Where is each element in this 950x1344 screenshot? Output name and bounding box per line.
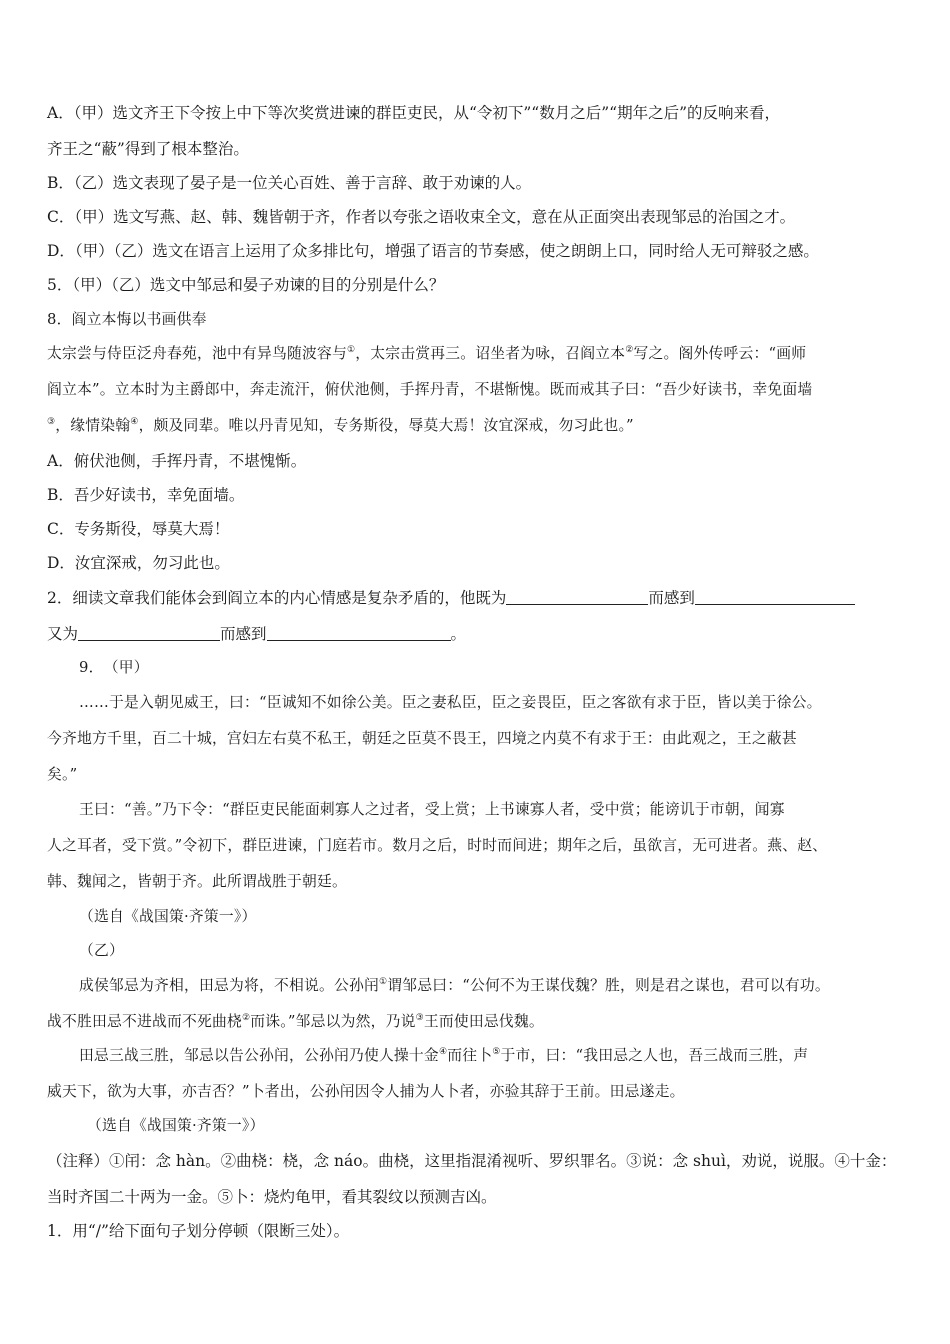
q8-passage-line3: ③，缘情染翰④，颇及同辈。唯以丹青见知，专务斯役，辱莫大焉！汝宜深戒，勿习此也。” <box>47 417 634 434</box>
q8-question-2-line1: 2．细读文章我们能体会到阎立本的内心情感是复杂矛盾的，他既为 而感到 <box>47 588 855 608</box>
note-mark: ② <box>625 345 634 355</box>
q9-yi-line3: 田忌三战三胜，邹忌以告公孙闬，公孙闬乃使人操十金④而往卜⑤于市，曰：“我田忌之人也，吾三战而三胜，声 <box>79 1047 809 1064</box>
q8-option-a: A．俯伏池侧，手挥丹青，不堪愧惭。 <box>47 452 307 470</box>
note-mark: ⑤ <box>492 1047 501 1057</box>
q9-notes-line2: 当时齐国二十两为一金。⑤卜：烧灼龟甲，看其裂纹以预测吉凶。 <box>47 1188 497 1206</box>
note-mark: ① <box>378 977 388 987</box>
q8-passage-line2: 阎立本”。立本时为主爵郎中，奔走流汗，俯伏池侧，手挥丹青，不堪惭愧。既而戒其子曰：“吾少好读书，幸免面墙 <box>47 381 813 398</box>
note-mark: ④ <box>438 1047 448 1057</box>
q9-yi-line2: 战不胜田忌不进战而不死曲桡②而诛。”邹忌以为然，乃说③王而使田忌伐魏。 <box>47 1013 544 1030</box>
answer-blank[interactable] <box>506 589 648 605</box>
question-5: 5．（甲）（乙）选文中邹忌和晏子劝谏的目的分别是什么？ <box>47 276 445 294</box>
note-mark: ① <box>346 345 356 355</box>
answer-blank[interactable] <box>267 625 451 641</box>
q9-jia-line3: 矣。” <box>47 766 78 783</box>
note-mark: ③ <box>415 1013 424 1023</box>
q8-passage-line1: 太宗尝与侍臣泛舟春苑，池中有异鸟随波容与①，太宗击赏再三。诏坐者为咏，召阎立本②写之。阁外传呼云：“画师 <box>47 345 807 362</box>
q9-heading: 9． （甲） <box>79 659 149 676</box>
q9-source-2: （选自《战国策·齐策一》） <box>87 1117 265 1134</box>
option-c: C．（甲）选文写燕、赵、韩、魏皆朝于齐，作者以夸张之语收束全文，意在从正面突出表现邹忌的治国之才。 <box>47 208 796 226</box>
q9-jia-line2: 今齐地方千里，百二十城，宫妇左右莫不私王，朝廷之臣莫不畏王，四境之内莫不有求于王：由此观之，王之蔽甚 <box>47 730 797 747</box>
q9-jia-line1: ……于是入朝见威王，曰：“臣诚知不如徐公美。臣之妻私臣，臣之妾畏臣，臣之客欲有求于臣，皆以美于徐公。 <box>79 694 822 711</box>
q9-jia-line6: 韩、魏闻之，皆朝于齐。此所谓战胜于朝廷。 <box>47 873 347 890</box>
answer-blank[interactable] <box>695 589 855 605</box>
q9-jia-line5: 人之耳者，受下赏。”令初下，群臣进谏，门庭若市。数月之后，时时而间进；期年之后，虽欲言，无可进者。燕、赵、 <box>47 837 828 854</box>
q9-jia-line4: 王曰：“善。”乃下令：“群臣吏民能面刺寡人之过者，受上赏；上书谏寡人者，受中赏；能谤讥于市朝，闻寡 <box>79 801 785 818</box>
q8-option-b: B．吾少好读书，幸免面墙。 <box>47 486 245 504</box>
note-mark: ④ <box>130 417 139 427</box>
note-mark: ② <box>241 1013 251 1023</box>
option-a-line2: 齐王之“蔽”得到了根本整治。 <box>47 140 249 158</box>
option-d: D．（甲）（乙）选文在语言上运用了众多排比句，增强了语言的节奏感，使之朗朗上口，同时给人无可辩驳之感。 <box>47 242 819 260</box>
answer-blank[interactable] <box>78 625 220 641</box>
q9-question-1: 1．用“/”给下面句子划分停顿（限断三处）。 <box>47 1222 350 1240</box>
q9-yi-line1: 成侯邹忌为齐相，田忌为将，不相说。公孙闬①谓邹忌曰：“公何不为王谋伐魏？胜，则是君之谋也，君可以有功。 <box>79 977 830 994</box>
q9-yi-heading: （乙） <box>79 942 124 959</box>
note-mark: ③ <box>47 417 56 427</box>
q8-question-2-line2: 又为 而感到 。 <box>47 625 467 643</box>
q9-source-1: （选自《战国策·齐策一》） <box>79 908 257 925</box>
q8-title: 8．阎立本悔以书画供奉 <box>47 311 207 328</box>
q9-yi-line4: 威天下，欲为大事，亦吉否？”卜者出，公孙闬因令人捕为人卜者，亦验其辞于王前。田忌遂走。 <box>47 1083 685 1100</box>
option-b: B．（乙）选文表现了晏子是一位关心百姓、善于言辞、敢于劝谏的人。 <box>47 174 532 192</box>
q9-notes-line1: （注释）①闬：念 hàn。②曲桡：桡，念 náo。曲桡，这里指混淆视听、罗织罪名。③说：念 shuì，劝说，说服。④十金： <box>47 1152 897 1170</box>
q8-option-d: D．汝宜深戒，勿习此也。 <box>47 554 230 572</box>
option-a-line1: A．（甲）选文齐王下令按上中下等次奖赏进谏的群臣吏民，从“令初下”“数月之后”“期年之后”的反响来看， <box>47 104 780 122</box>
q8-option-c: C．专务斯役，辱莫大焉！ <box>47 520 230 538</box>
